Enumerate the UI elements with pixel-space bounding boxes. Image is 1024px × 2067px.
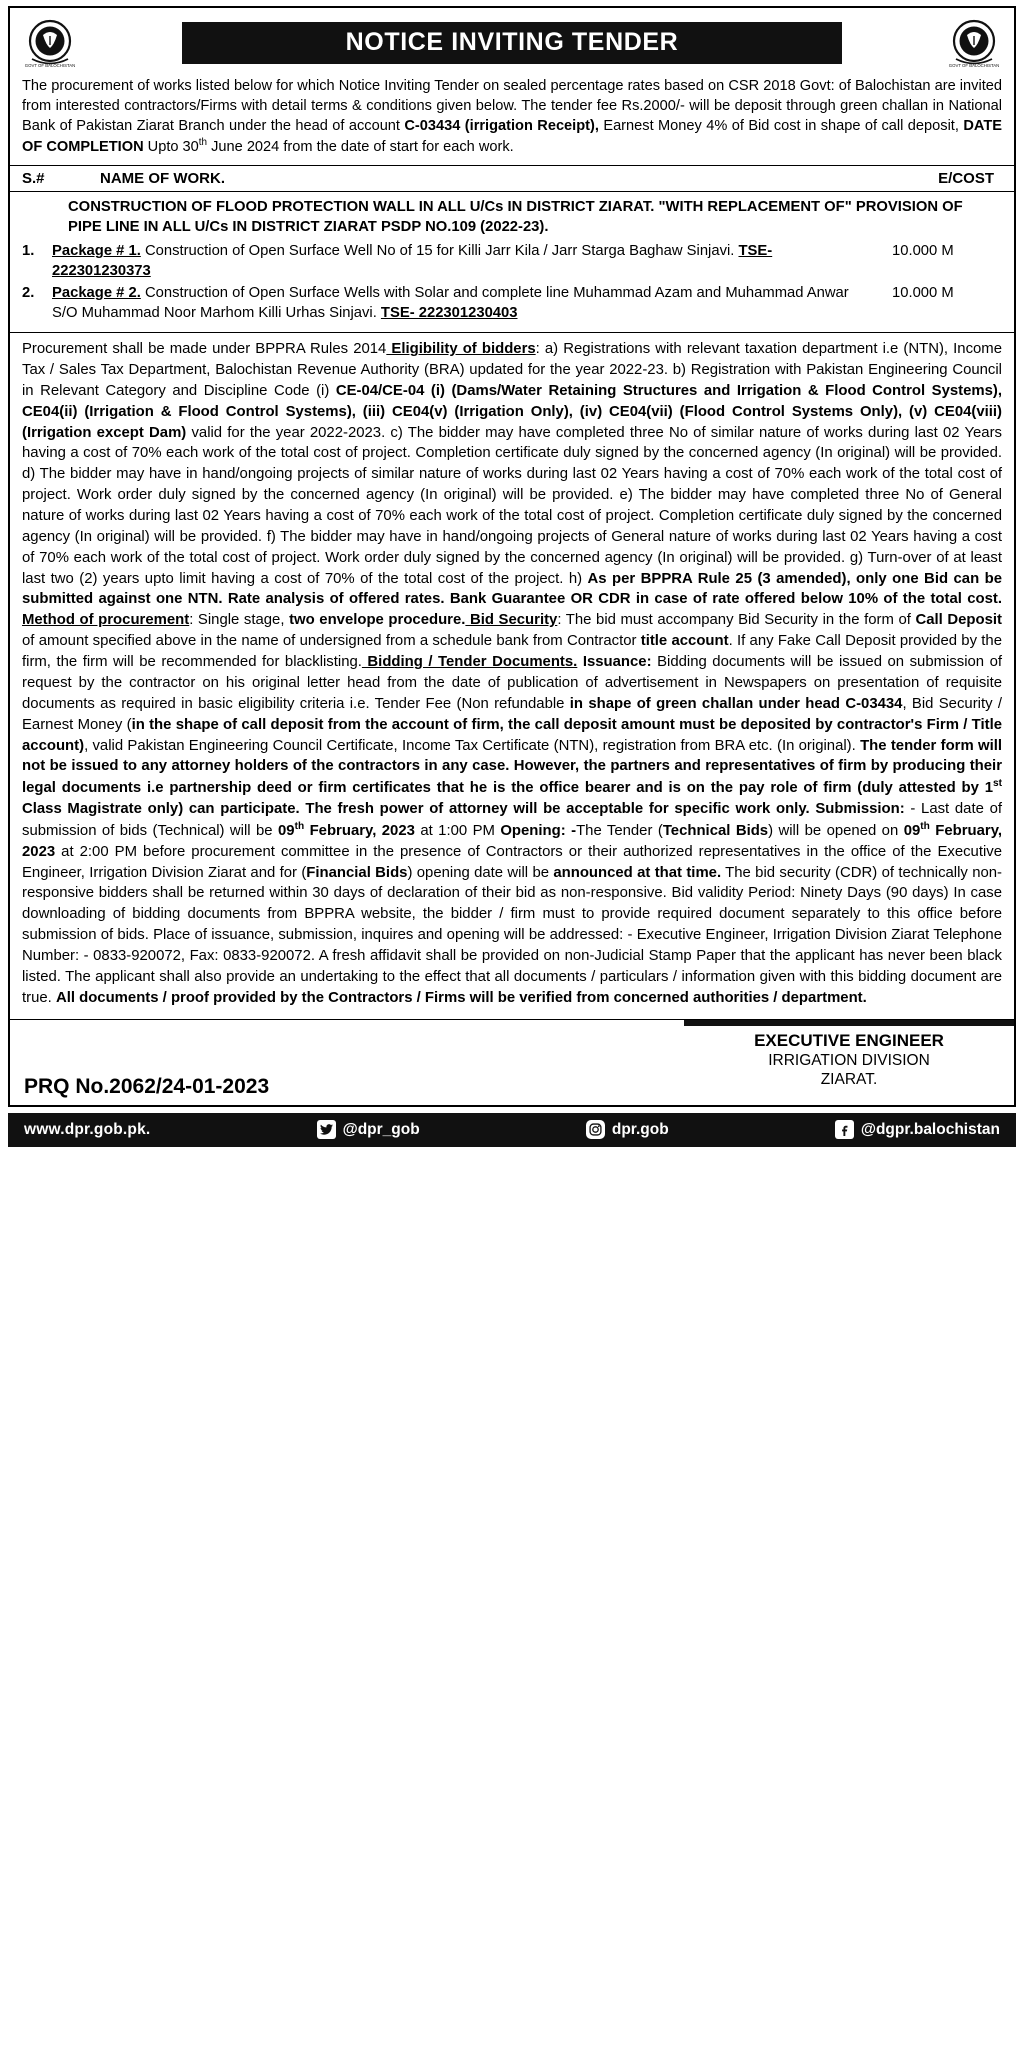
row-tse-number: TSE- 222301230403 <box>380 305 518 322</box>
tc-submission-ordinal: th <box>294 820 305 832</box>
facebook-handle: @dgpr.balochistan <box>860 1120 1000 1138</box>
row-description <box>52 284 882 324</box>
tc-bid-security-text-2: of amount specified above in the name of undersigned from a schedule bank from Contractor <box>22 633 641 650</box>
tc-two-envelope: two envelope procedure. <box>289 612 466 629</box>
document-header <box>10 8 1014 74</box>
tc-submission-heading: Class Magistrate only) can participate. The fresh power of attorney will be acceptable for specific work only. Submission: <box>22 801 905 818</box>
instagram-handle: dpr.gob <box>611 1120 669 1138</box>
tc-procurement-rules: Procurement shall be made under BPPRA Rules 2014 <box>22 341 387 358</box>
prq-number: PRQ No.2062/24-01-2023 <box>24 1074 270 1098</box>
tc-certificates-text: , valid Pakistan Engineering Council Certificate, Income Tax Certificate (NTN), registration from BRA etc. (In original). <box>84 737 861 754</box>
column-header-sn: S.# <box>22 170 45 188</box>
tc-announced: announced at that time. <box>553 864 722 881</box>
row-tse-number: TSE- 222301230373 <box>52 243 773 280</box>
facebook-icon <box>835 1120 854 1139</box>
intro-paragraph <box>10 74 1014 165</box>
row-estimated-cost: 10.000 M <box>892 285 954 302</box>
tc-call-deposit-condition: in the shape of call deposit from the account of firm, the call deposit amount must be deposited by contractor's Firm / Title account) <box>22 716 1003 754</box>
row-serial: 2. <box>22 285 35 302</box>
signature-location: ZIARAT. <box>820 1071 878 1089</box>
website-link[interactable] <box>24 1121 150 1139</box>
tc-call-deposit: Call Deposit <box>915 612 1002 629</box>
svg-text:GOVT OF BALOCHISTAN: GOVT OF BALOCHISTAN <box>948 63 1000 68</box>
svg-text:GOVT OF BALOCHISTAN: GOVT OF BALOCHISTAN <box>24 63 76 68</box>
row-package-label: Package # 1. <box>52 243 141 260</box>
row-estimated-cost: 10.000 M <box>892 243 954 260</box>
tc-submission-day: 09 <box>278 822 295 839</box>
intro-account-head: C-03434 (irrigation Receipt), <box>404 118 599 135</box>
advertisement-page <box>0 6 1024 2067</box>
tc-financial-bids: Financial Bids <box>306 864 408 881</box>
tc-earnest-money-text: , Bid Security / Earnest Money ( <box>22 695 1002 733</box>
tc-blacklist-text: . If any Fake Call Deposit provided by the firm, the firm will be recommended for blacklisting. <box>22 633 1002 671</box>
tc-bidding-documents-heading: Bidding / Tender Documents. <box>361 654 578 671</box>
tc-verification-note: All documents / proof provided by the Contractors / Firms will be verified from concerned authorities / department. <box>55 989 867 1006</box>
table-row <box>22 242 1002 282</box>
intro-part-3: Earnest Money 4% of Bid cost in shape of call deposit, <box>598 118 964 135</box>
tc-technical-bids: Technical Bids <box>662 822 769 839</box>
tc-issuance-text: Bidding documents will be issued on submission of request by the contractor on his original letter head from the date of publication of advertisement in Newspapers on presentation of requisite documents as required in basic eligibility criteria i.e. Tender Fee (Non refundable <box>22 654 1003 712</box>
tc-pec-codes: CE-04/CE-04 (i) (Dams/Water Retaining Structures and Irrigation & Flood Control Systems), CE04(ii) (Irrigation & Flood Control Systems), (iii) CE04(v) (Irrigation Only), (iv) CE04(vii) (Flood Control Systems Only), (v) CE04(viii) (Irrigation except Dam) <box>22 382 1002 441</box>
signature-block <box>10 1019 1014 1105</box>
tc-bid-security-heading: Bid Security <box>465 612 558 629</box>
notice-frame <box>8 6 1016 1107</box>
tc-opening-day: 09 <box>903 822 921 839</box>
tc-opening-text-2: ) will be opened on <box>768 822 904 839</box>
terms-and-conditions-paragraph <box>10 333 1014 1018</box>
tc-eligibility-text: : a) Registrations with relevant taxation department i.e (NTN), Income Tax / Sales Tax Department, Balochistan Revenue Authority (BRA) updated for the year 2022-23. b) Registration with Pakistan Engineering Council in Relevant Category and Discipline Code (i) <box>22 341 1002 399</box>
tc-validity-text: The bid security (CDR) of technically non-responsive bidders shall be returned within 30 days of declaration of their bid as non-responsive. Bid validity Period: Ninety Days (90 days) <box>22 864 1002 902</box>
intro-part-7: June 2024 from the date of start for each work. <box>207 139 514 156</box>
tc-method-heading: Method of procurement <box>22 612 190 629</box>
twitter-handle: @dpr_gob <box>342 1120 420 1138</box>
tc-bppra-rule25: As per BPPRA Rule 25 (3 amended), only one Bid can be submitted against one NTN. Rate analysis of offered rates. Bank Guarantee OR CDR in case of rate offered below 10% of the total cost. <box>22 570 1002 608</box>
tc-opening-heading: Opening: - <box>500 822 577 839</box>
tc-opening-date: February, 2023 <box>22 822 1003 860</box>
tc-submission-time: at 1:00 PM <box>414 822 501 839</box>
tc-submission-text: - Last date of submission of bids (Technical) will be <box>22 801 1002 839</box>
tc-financial-text: ) opening date will be <box>407 864 554 881</box>
tc-title-account: title account <box>640 633 729 650</box>
tc-opening-text: The Tender ( <box>576 822 663 839</box>
intro-part-1: The procurement of works listed below for which Notice Inviting Tender on sealed percentage rates based on CSR 2018 Govt: of Balochistan are invited from interested contractors/Firms with detail terms & conditions given below. The tender fee Rs.2000/- will be deposit through green challan in National Bank of Pakistan Ziarat Branch under the head of account <box>22 78 1002 135</box>
intro-completion-label: DATE OF COMPLETION <box>22 118 1002 156</box>
balochistan-govt-emblem-icon-right <box>946 15 1002 71</box>
tc-attorney-text: The tender form will not be issued to any attorney holders of the contractors in any case. However, the partners and representatives of firm by producing their legal documents i.e partnership deed or firm certificates that he is the office bearer and is on the pay role of firm (duly attested by 1 <box>22 737 1003 797</box>
row-work-text: Construction of Open Surface Wells with Solar and complete line Muhammad Azam and Muhammad Anwar S/O Muhammad Noor Marhom Killi Urhas Sinjavi. <box>52 285 849 322</box>
balochistan-govt-emblem-icon <box>22 15 78 71</box>
intro-ordinal: th <box>198 137 208 149</box>
twitter-link[interactable] <box>317 1120 420 1139</box>
facebook-link[interactable] <box>835 1120 1000 1139</box>
instagram-icon <box>586 1120 605 1139</box>
tc-submission-date: February, 2023 <box>304 822 415 839</box>
row-package-label: Package # 2. <box>52 285 141 302</box>
tc-ordinal-st: st <box>992 778 1002 790</box>
tc-experience-text: valid for the year 2022-2023. c) The bidder may have completed three No of similar nature of works during last 02 Years having a cost of 70% each work of the total cost of project. Completion certificate duly signed by the concerned agency (In original) will be provided. d) The bidder may have in hand/ongoing projects of similar nature of works during last 02 Years having a cost of 70% each work of the total cost of project. Work order duly signed by the concerned agency (In original) will be provided. e) The bidder may have completed three No of General nature of works during last 02 Years having a cost of 70% each work of the total cost of project. Completion certificate duly signed by the concerned agency (In original) will be provided. f) The bidder may have in hand/ongoing projects of General nature of works during last 02 Years having a cost of 70% each work of the total cost of project. Work order duly signed by the concerned agency (In original) will be provided. g) Turn-over of at least last two (2) years upto limit having a cost of 70% of the total cost of the project. h) <box>22 424 1002 587</box>
tc-download-text: In case downloading of bidding documents from BPPRA website, the bidder / firm must to provide required document separately to this office before submission of bids. Place of issuance, submission, inquires and opening will be addressed: - Executive Engineer, Irrigation Division Ziarat Telephone Number: - 0833-920072, Fax: 0833-920072. A fresh affidavit shall be provided on non-Judicial Stamp Paper that the applicant has never been black listed. The applicant shall also provide an undertaking to the effect that all documents / particulars / information given with this bidding document are true. <box>22 885 1002 1006</box>
tc-green-challan: in shape of green challan under head C-03434 <box>569 695 903 712</box>
page-title: NOTICE INVITING TENDER <box>182 22 842 64</box>
tc-bid-security-text: : The bid must accompany Bid Security in the form of <box>557 612 916 629</box>
intro-part-5: Upto 30 <box>143 139 199 156</box>
instagram-link[interactable] <box>586 1120 669 1139</box>
row-serial: 1. <box>22 243 35 260</box>
row-description <box>52 242 882 282</box>
works-table <box>10 192 1014 333</box>
scheme-title: CONSTRUCTION OF FLOOD PROTECTION WALL IN ALL U/Cs IN DISTRICT ZIARAT. "WITH REPLACEMENT OF" PROVISION OF PIPE LINE IN ALL U/Cs IN DISTRICT ZIARAT PSDP NO.109 (2022-23). <box>68 199 963 236</box>
table-column-headers <box>10 165 1014 192</box>
tc-method-text: : Single stage, <box>189 612 290 629</box>
twitter-bird-icon <box>317 1120 336 1139</box>
signature-title: EXECUTIVE ENGINEER <box>754 1030 944 1050</box>
table-row <box>22 284 1002 324</box>
row-work-text: Construction of Open Surface Well No of 15 for Killi Jarr Kila / Jarr Starga Baghaw Sinjavi. <box>140 243 739 260</box>
signing-authority <box>684 1020 1014 1096</box>
website-url: www.dpr.gob.pk. <box>24 1120 151 1138</box>
social-media-bar <box>8 1113 1016 1147</box>
tc-opening-details: at 2:00 PM before procurement committee in the presence of Contractors or their authorized representatives in the office of the Executive Engineer, Irrigation Division Ziarat and for ( <box>22 843 1002 881</box>
tc-issuance-heading: Issuance: <box>577 654 652 671</box>
tc-opening-ordinal: th <box>920 820 930 832</box>
column-header-ecost: E/COST <box>938 170 994 188</box>
column-header-name-of-work: NAME OF WORK. <box>100 170 225 188</box>
signature-division: IRRIGATION DIVISION <box>768 1051 930 1069</box>
tc-eligibility-heading: Eligibility of bidders <box>386 341 536 358</box>
